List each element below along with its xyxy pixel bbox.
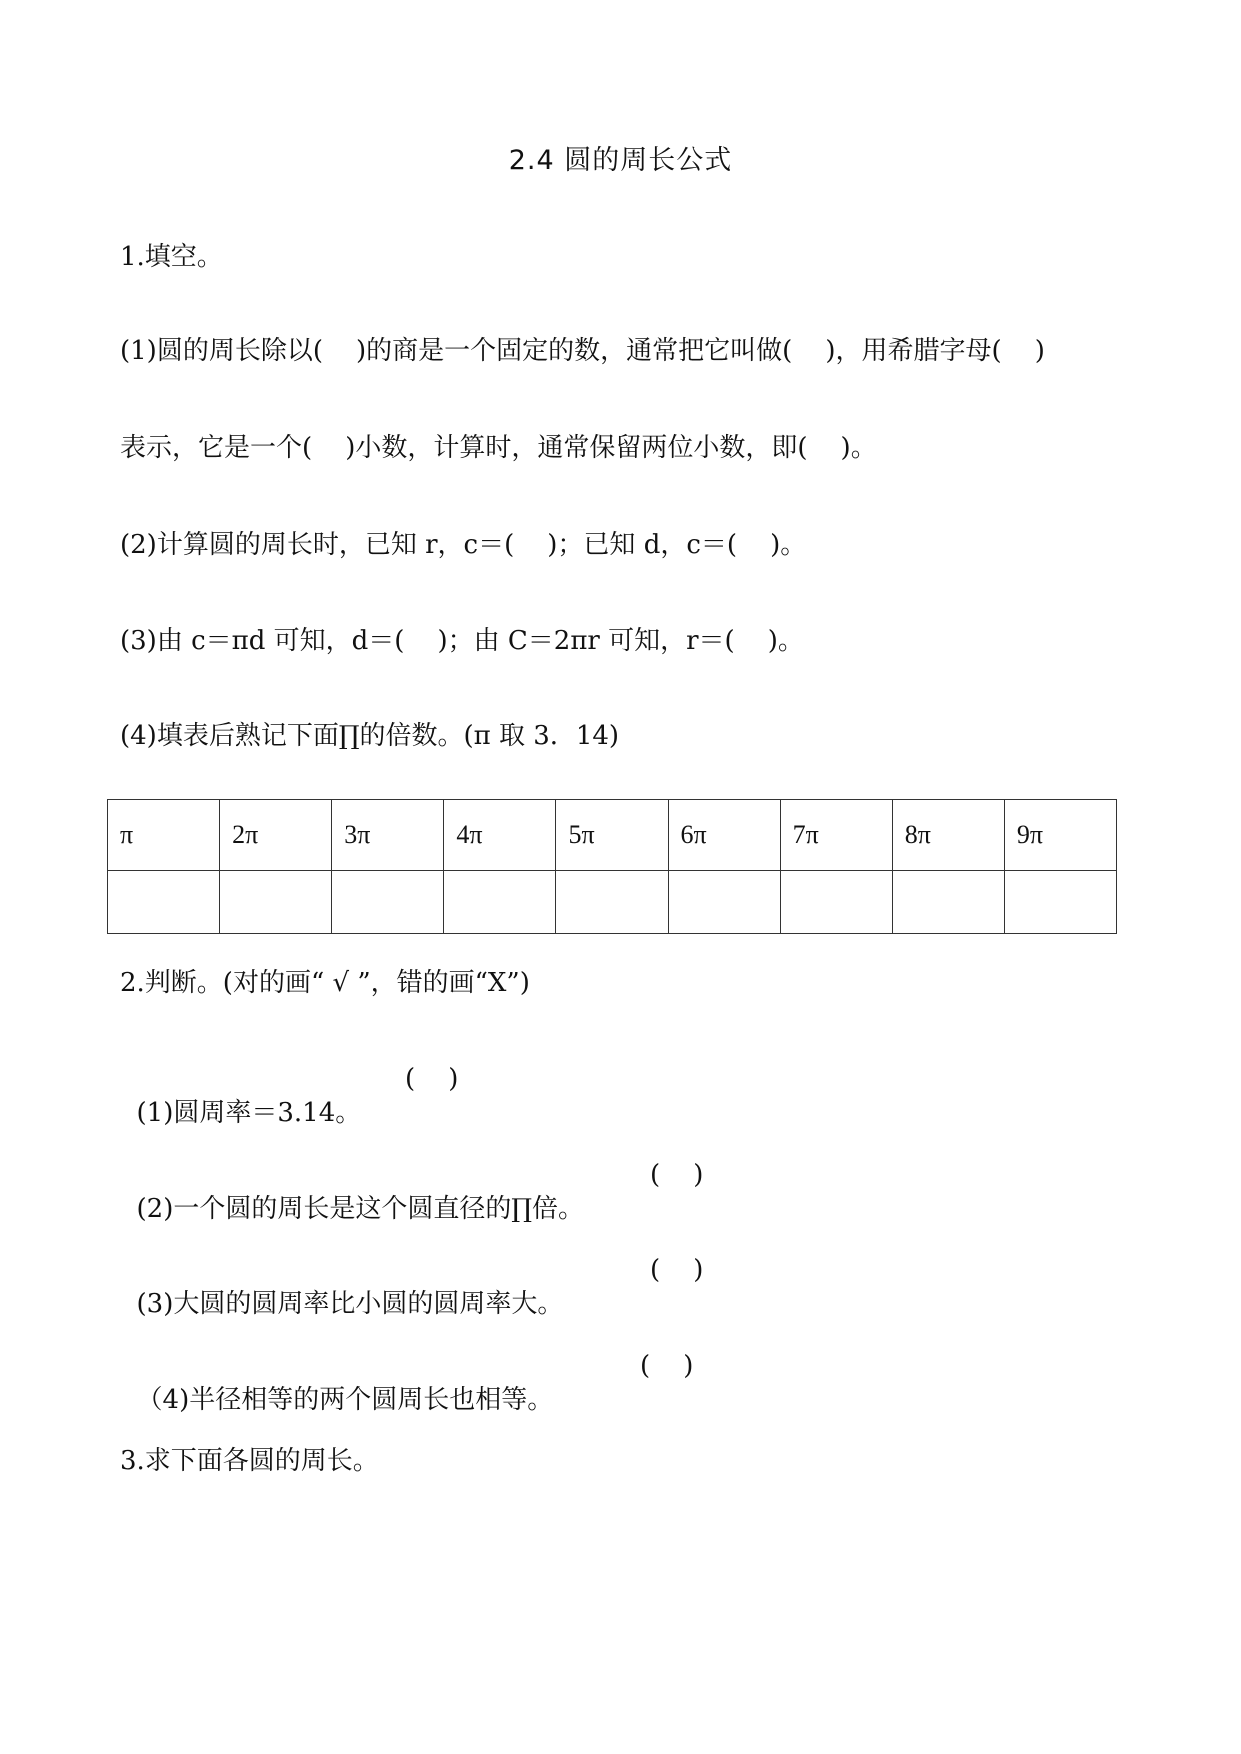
question-3: (3)由 c＝πd 可知，d＝( )；由 C＝2πr 可知，r＝( )。 <box>120 626 804 656</box>
page-title: 2.4 圆的周长公式 <box>508 145 733 176</box>
section2-heading: 2.判断。(对的画“ √ ”，错的画“X”) <box>120 968 530 998</box>
table-header-cell: 6π <box>668 800 780 871</box>
judgement-item-1 <box>120 1062 459 1164</box>
table-header-cell: 8π <box>892 800 1004 871</box>
table-answer-cell <box>556 871 668 934</box>
table-header-cell: 4π <box>444 800 556 871</box>
judgement-text: (1)圆周率＝3.14。 <box>136 1098 362 1128</box>
table-answer-row <box>108 871 1117 934</box>
question-2: (2)计算圆的周长时，已知 r，c＝( )；已知 d，c＝( )。 <box>120 530 807 560</box>
table-answer-cell <box>780 871 892 934</box>
table-header-cell: 2π <box>220 800 332 871</box>
question-4: (4)填表后熟记下面∏的倍数。(π 取 3．14) <box>120 721 620 751</box>
answer-blank: ( ) <box>405 1064 459 1094</box>
section3-heading: 3.求下面各圆的周长。 <box>120 1446 379 1476</box>
judgement-item-3 <box>120 1253 704 1355</box>
table-answer-cell <box>108 871 220 934</box>
pi-multiples-table <box>107 799 1117 934</box>
table-answer-cell <box>220 871 332 934</box>
table-answer-cell <box>1004 871 1116 934</box>
section1-heading: 1.填空。 <box>120 242 223 272</box>
question-1-line-2: 表示，它是一个( )小数，计算时，通常保留两位小数，即( )。 <box>120 433 877 463</box>
judgement-text: (3)大圆的圆周率比小圆的圆周率大。 <box>136 1289 564 1319</box>
table-answer-cell <box>332 871 444 934</box>
table-header-cell: 9π <box>1004 800 1116 871</box>
table-header-cell: π <box>108 800 220 871</box>
judgement-text: （4)半径相等的两个圆周长也相等。 <box>136 1385 554 1415</box>
question-1-line-1: (1)圆的周长除以( )的商是一个固定的数，通常把它叫做( )，用希腊字母( ) <box>120 336 1045 366</box>
table-answer-cell <box>444 871 556 934</box>
judgement-text: (2)一个圆的周长是这个圆直径的∏倍。 <box>136 1194 585 1224</box>
table-answer-cell <box>668 871 780 934</box>
judgement-item-4 <box>120 1349 694 1451</box>
answer-blank: ( ) <box>640 1351 694 1381</box>
table-header-cell: 7π <box>780 800 892 871</box>
answer-blank: ( ) <box>650 1160 704 1190</box>
table-header-cell: 5π <box>556 800 668 871</box>
table-header-row <box>108 800 1117 871</box>
table-answer-cell <box>892 871 1004 934</box>
judgement-item-2 <box>120 1158 704 1260</box>
table-header-cell: 3π <box>332 800 444 871</box>
answer-blank: ( ) <box>650 1255 704 1285</box>
